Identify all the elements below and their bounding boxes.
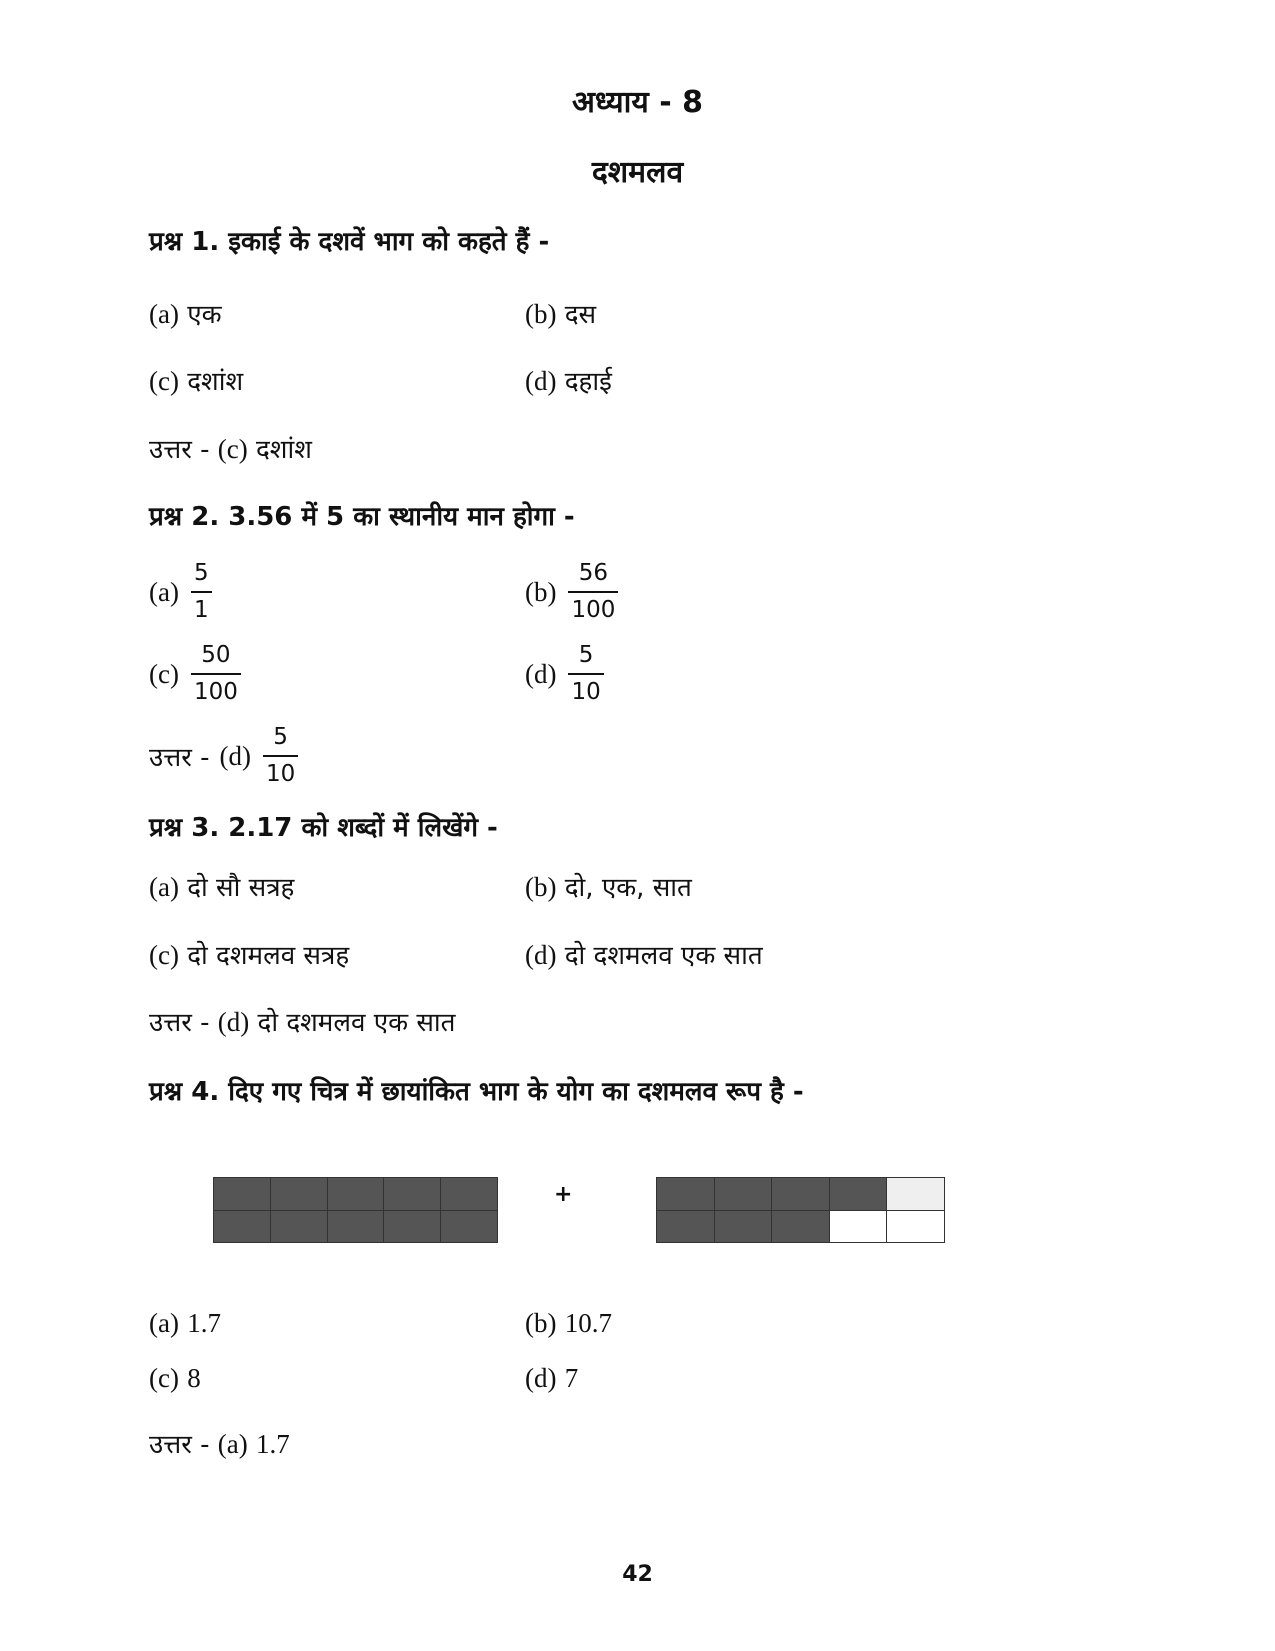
answer-label: (d) <box>219 740 251 771</box>
grid-cell-shaded <box>829 1178 887 1211</box>
option-label: (a) <box>149 576 179 607</box>
grid-cell-shaded <box>270 1178 327 1211</box>
option-label: (c) <box>149 366 179 396</box>
option-label: (a) <box>149 1308 179 1338</box>
question-3: प्रश्न 3. 2.17 को शब्दों में लिखेंगे - <box>149 813 498 843</box>
option-text: 7 <box>564 1363 579 1393</box>
option-label: (b) <box>525 576 557 607</box>
fraction-numerator: 50 <box>201 642 231 668</box>
plus-sign: + <box>554 1182 573 1207</box>
option-label: (d) <box>525 940 557 970</box>
q1-option-a <box>149 295 222 331</box>
q4-option-d <box>525 1363 578 1394</box>
answer-prefix: उत्तर - <box>149 1430 210 1460</box>
grid-cell-empty <box>887 1178 945 1211</box>
q1-option-c <box>149 362 243 398</box>
answer-label: (d) <box>217 1007 250 1037</box>
q3-answer <box>149 1003 455 1039</box>
q3-option-a <box>149 868 294 904</box>
answer-prefix: उत्तर - <box>149 743 210 773</box>
option-text: दो, एक, सात <box>564 873 692 903</box>
question-2: प्रश्न 2. 3.56 में 5 का स्थानीय मान होगा - <box>149 502 575 532</box>
fraction-denominator: 100 <box>191 673 241 704</box>
left-grid-figure <box>213 1177 498 1243</box>
fraction-denominator: 1 <box>191 591 212 622</box>
option-text: दो दशमलव सत्रह <box>187 941 350 971</box>
grid-cell-shaded <box>441 1210 498 1243</box>
option-text: दशांश <box>187 367 244 397</box>
grid-cell-shaded <box>714 1178 772 1211</box>
right-grid-figure <box>656 1177 945 1243</box>
grid-cell-shaded <box>214 1178 271 1211</box>
option-label: (b) <box>525 299 557 329</box>
fraction <box>568 562 618 622</box>
q1-answer <box>149 430 312 466</box>
option-text: दहाई <box>564 367 612 397</box>
q4-answer <box>149 1425 290 1461</box>
answer-text: 1.7 <box>256 1429 290 1459</box>
option-label: (a) <box>149 872 179 902</box>
option-label: (d) <box>525 658 557 689</box>
option-label: (c) <box>149 1363 179 1393</box>
option-label: (b) <box>525 872 557 902</box>
fraction <box>191 644 241 704</box>
q1-option-d <box>525 362 612 398</box>
grid-cell-shaded <box>772 1178 830 1211</box>
fraction-numerator: 56 <box>578 560 609 586</box>
grid-cell-empty <box>887 1210 945 1243</box>
answer-text: दो दशमलव एक सात <box>257 1008 456 1038</box>
fraction-denominator: 10 <box>568 673 603 704</box>
option-label: (c) <box>149 940 179 970</box>
q1-option-b <box>525 295 596 331</box>
answer-prefix: उत्तर - <box>149 435 210 465</box>
fraction-denominator: 10 <box>263 755 298 786</box>
answer-label: (a) <box>217 1429 248 1459</box>
grid-cell-shaded <box>270 1210 327 1243</box>
q2-option-b <box>525 562 618 622</box>
option-text: 8 <box>187 1363 201 1393</box>
option-text: एक <box>187 300 222 330</box>
option-label: (d) <box>525 1363 557 1393</box>
q2-option-d <box>525 644 604 704</box>
fraction-numerator: 5 <box>273 724 288 750</box>
q3-option-d <box>525 936 763 972</box>
grid-cell-shaded <box>327 1178 384 1211</box>
question-1: प्रश्न 1. इकाई के दशवें भाग को कहते हैं - <box>149 227 550 257</box>
fraction <box>191 562 212 622</box>
option-label: (d) <box>525 366 557 396</box>
grid-cell-shaded <box>327 1210 384 1243</box>
option-text: 1.7 <box>187 1308 221 1338</box>
chapter-name: दशमलव <box>591 155 684 190</box>
grid-cell-empty <box>829 1210 887 1243</box>
option-text: दो सौ सत्रह <box>187 873 295 903</box>
answer-text: दशांश <box>256 435 312 465</box>
q4-option-c <box>149 1363 201 1394</box>
grid-cell-shaded <box>772 1210 830 1243</box>
fraction-numerator: 5 <box>578 642 594 668</box>
grid-cell-shaded <box>214 1210 271 1243</box>
fraction <box>568 644 603 704</box>
option-text: दो दशमलव एक सात <box>564 941 763 971</box>
page-number: 42 <box>622 1562 653 1587</box>
q3-option-c <box>149 936 349 972</box>
option-label: (a) <box>149 299 179 329</box>
option-text: दस <box>564 300 597 330</box>
grid-cell-shaded <box>384 1178 441 1211</box>
chapter-title: अध्याय - 8 <box>572 85 703 120</box>
grid-cell-shaded <box>384 1210 441 1243</box>
grid-cell-shaded <box>657 1178 715 1211</box>
option-label: (b) <box>525 1308 557 1338</box>
q4-option-a <box>149 1308 221 1339</box>
grid-cell-shaded <box>657 1210 715 1243</box>
grid-cell-shaded <box>441 1178 498 1211</box>
option-text: 10.7 <box>564 1308 612 1338</box>
answer-label: (c) <box>217 434 248 464</box>
fraction-denominator: 100 <box>568 591 618 622</box>
q3-option-b <box>525 868 692 904</box>
q2-option-c <box>149 644 241 704</box>
fraction <box>263 726 298 786</box>
option-label: (c) <box>149 658 179 689</box>
q2-option-a <box>149 562 212 622</box>
fraction-numerator: 5 <box>193 560 209 586</box>
grid-cell-shaded <box>714 1210 772 1243</box>
answer-prefix: उत्तर - <box>149 1008 210 1038</box>
question-4: प्रश्न 4. दिए गए चित्र में छायांकित भाग के योग का दशमलव रूप है - <box>149 1077 804 1107</box>
q4-option-b <box>525 1308 612 1339</box>
q2-answer <box>149 726 298 786</box>
